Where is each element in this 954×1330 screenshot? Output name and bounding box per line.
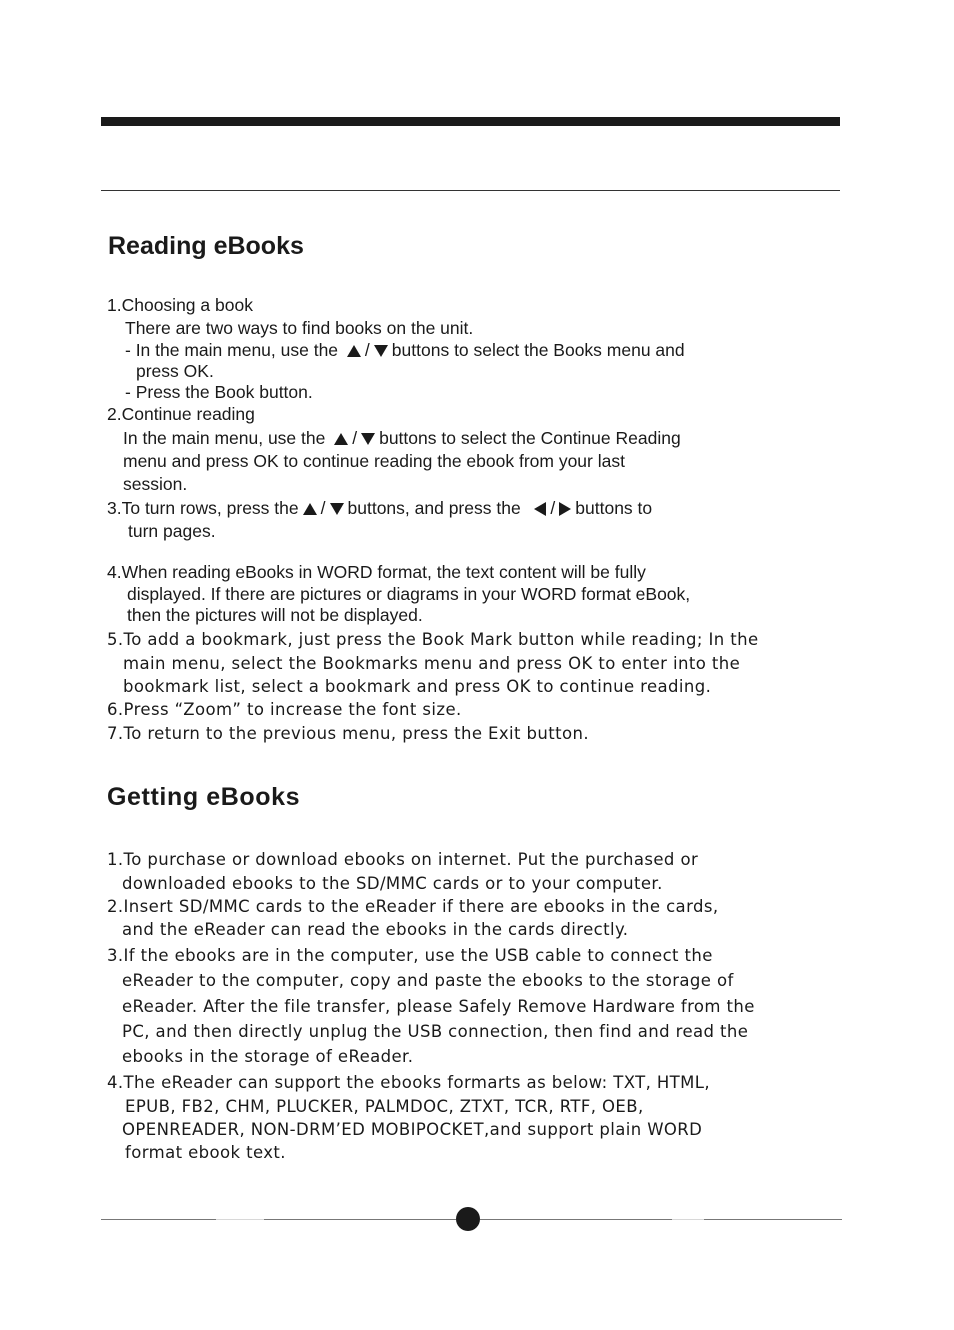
reading-line-4: press OK. [136,361,214,381]
header-bar [101,117,840,126]
reading-line-10c: buttons, and press the [347,498,521,518]
slash: / [352,428,358,448]
reading-line-3a: - In the main menu, use the [125,340,339,360]
down-arrow-icon [330,503,344,515]
reading-line-10a: 3.To turn rows, press the [107,498,299,518]
reading-line-11: turn pages. [128,521,216,541]
getting-line-3: 2.Insert SD/MMC cards to the eReader if there are ebooks in the cards, [107,897,719,916]
footer-rule-gap-left [216,1219,264,1220]
getting-line-10: 4.The eReader can support the ebooks formarts as below: TXT, HTML, [107,1073,711,1092]
getting-line-11: EPUB, FB2, CHM, PLUCKER, PALMDOC, ZTXT, TCR, RTF, OEB, [125,1097,644,1116]
reading-line-2: There are two ways to find books on the unit. [125,318,474,338]
slash: / [364,340,370,360]
getting-line-9: ebooks in the storage of eReader. [122,1047,414,1066]
footer-rule-gap-right [672,1219,704,1220]
getting-line-5: 3.If the ebooks are in the computer, use the USB cable to connect the [107,946,713,965]
footer-rule-mid-left [264,1219,456,1220]
reading-line-3 [125,340,685,361]
reading-line-17: bookmark list, select a bookmark and press OK to continue reading. [123,677,712,696]
up-arrow-icon [334,433,348,445]
up-arrow-icon [303,503,317,515]
reading-heading: Reading eBooks [108,232,304,260]
footer-rule-left [101,1219,216,1220]
getting-heading: Getting eBooks [107,783,301,811]
footer-rule-right [704,1219,842,1220]
left-arrow-icon [534,502,546,516]
reading-line-9: session. [123,474,188,494]
reading-line-6: 2.Continue reading [107,404,255,424]
getting-line-12: OPENREADER, NON-DRM’ED MOBIPOCKET,and support plain WORD [122,1120,703,1139]
up-arrow-icon [347,345,361,357]
header-rule [101,190,840,191]
footer-rule-mid [480,1219,522,1220]
reading-line-10e: buttons to [575,498,653,518]
right-arrow-icon [559,502,571,516]
reading-line-13: displayed. If there are pictures or diagrams in your WORD format eBook, [127,584,691,604]
reading-line-7 [123,428,681,449]
reading-line-19: 7.To return to the previous menu, press the Exit button. [107,724,589,743]
reading-line-1: 1.Choosing a book [107,295,253,315]
reading-line-18: 6.Press “Zoom” to increase the font size. [107,700,462,719]
reading-line-8: menu and press OK to continue reading the ebook from your last [123,451,625,471]
getting-line-4: and the eReader can read the ebooks in the cards directly. [122,920,629,939]
reading-line-12: 4.When reading eBooks in WORD format, the text content will be fully [107,562,646,582]
getting-line-6: eReader to the computer, copy and paste the ebooks to the storage of [122,971,734,990]
page-marker-dot [456,1207,480,1231]
getting-line-13: format ebook text. [125,1143,286,1162]
reading-line-7c: buttons to select the Continue Reading [379,428,681,448]
slash: / [550,498,556,518]
reading-line-3c: buttons to select the Books menu and [391,340,685,360]
reading-line-15: 5.To add a bookmark, just press the Book Mark button while reading; In the [107,630,759,649]
getting-line-2: downloaded ebooks to the SD/MMC cards or to your computer. [122,874,663,893]
footer-rule-mid-right [522,1219,672,1220]
down-arrow-icon [374,345,388,357]
getting-line-1: 1.To purchase or download ebooks on internet. Put the purchased or [107,850,699,869]
reading-line-7a: In the main menu, use the [123,428,326,448]
reading-line-16: main menu, select the Bookmarks menu and press OK to enter into the [123,654,741,673]
reading-line-10 [107,498,652,519]
getting-line-7: eReader. After the file transfer, please Safely Remove Hardware from the [122,997,755,1016]
reading-line-5: - Press the Book button. [125,382,313,402]
reading-line-14: then the pictures will not be displayed. [127,605,423,625]
down-arrow-icon [361,433,375,445]
getting-line-8: PC, and then directly unplug the USB connection, then find and read the [122,1022,749,1041]
slash: / [320,498,326,518]
